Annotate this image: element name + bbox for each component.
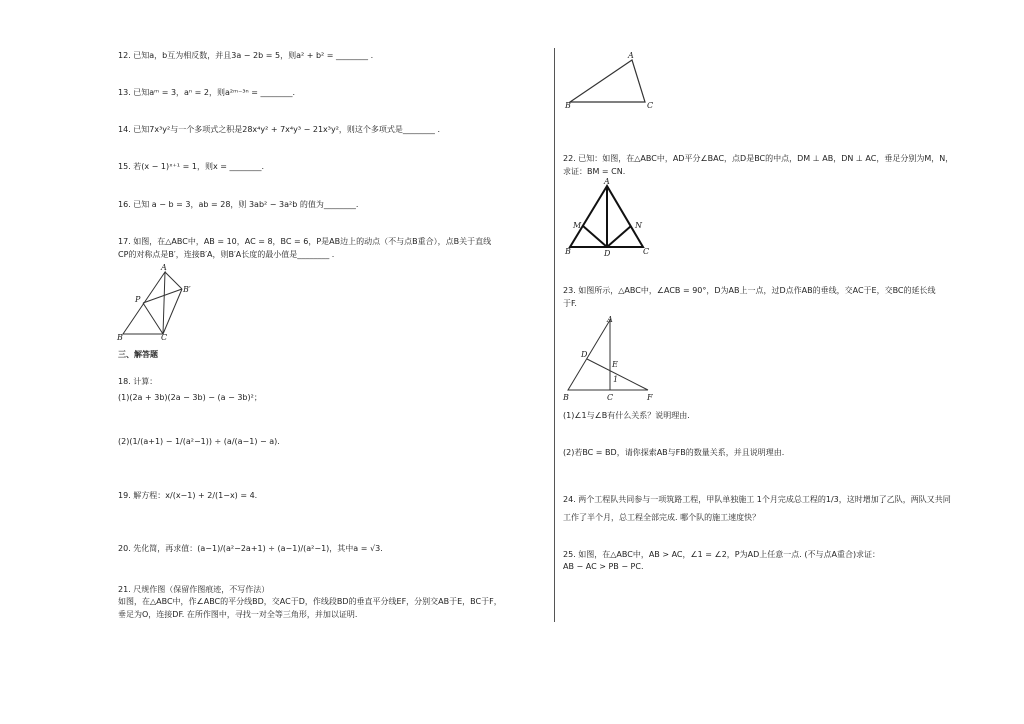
question-13: 13. 已知aᵐ = 3，aⁿ = 2，则a²ᵐ⁻³ⁿ = ________. xyxy=(118,88,296,97)
question-15: 15. 若(x − 1)ˣ⁺¹ = 1，则x = ________. xyxy=(118,162,265,171)
fig17-label-P: P xyxy=(135,295,141,304)
question-14: 14. 已知7x³y²与一个多项式之积是28x⁴y² + 7x⁴y³ − 21x³y²，则这个多项式是________ . xyxy=(118,125,440,134)
question-21-line1: 如图，在△ABC中，作∠ABC的平分线BD，交AC于D，作线段BD的垂直平分线EF，分别交AB于E，BC于F， xyxy=(118,597,502,606)
figure-23 xyxy=(563,312,663,402)
question-24-line1: 24. 两个工程队共同参与一项筑路工程，甲队单独施工 1个月完成总工程的1/3，这时增加了乙队，两队又共同 xyxy=(563,495,951,504)
question-23-part2: (2)若BC = BD，请你探索AB与FB的数量关系，并且说明理由. xyxy=(563,448,785,457)
question-21-title: 21. 尺规作图（保留作图痕迹，不写作法） xyxy=(118,585,270,594)
question-21-line2: 垂足为O，连接DF. 在所作图中，寻找一对全等三角形，并加以证明. xyxy=(118,610,358,619)
fig17-label-Bprime: B′ xyxy=(183,285,191,294)
fig21-label-A: A xyxy=(628,51,634,60)
question-17-line2: CP的对称点是B′，连接B′A，则B′A长度的最小值是________ . xyxy=(118,250,335,259)
section-3-heading: 三、解答题 xyxy=(118,350,158,359)
fig22-label-M: M xyxy=(573,221,582,230)
question-22-line1: 22. 已知：如图，在△ABC中，AD平分∠BAC，点D是BC的中点，DM ⊥ AB，DN ⊥ AC，垂足分别为M，N， xyxy=(563,154,954,163)
fig23-label-F: F xyxy=(647,393,653,402)
fig21-label-B: B xyxy=(565,101,571,110)
figure-21 xyxy=(565,53,665,113)
fig22-label-C: C xyxy=(643,247,650,256)
fig17-label-C: C xyxy=(161,333,168,342)
question-18-part1: (1)(2a + 3b)(2a − 3b) − (a − 3b)²； xyxy=(118,393,262,402)
question-12: 12. 已知a，b互为相反数，并且3a − 2b = 5，则a² + b² = ________ . xyxy=(118,51,374,60)
fig23-label-B: B xyxy=(563,393,569,402)
fig17-label-A: A xyxy=(161,263,167,272)
fig23-label-D: D xyxy=(581,350,588,359)
fig22-label-A: A xyxy=(604,177,610,186)
question-20: 20. 先化简，再求值：(a−1)/(a²−2a+1) ÷ (a−1)/(a²−1)，其中a = √3. xyxy=(118,544,383,553)
column-divider xyxy=(554,48,555,622)
question-18-part2: (2)(1/(a+1) − 1/(a²−1)) ÷ (a/(a−1) − a). xyxy=(118,437,280,446)
question-22-line2: 求证：BM = CN. xyxy=(563,167,626,176)
fig22-label-B: B xyxy=(565,247,571,256)
question-25-line1: 25. 如图，在△ABC中，AB > AC，∠1 = ∠2，P为AD上任意一点. (不与点A重合)求证： xyxy=(563,550,881,559)
fig22-label-N: N xyxy=(635,221,642,230)
fig21-label-C: C xyxy=(647,101,654,110)
question-23-part1: (1)∠1与∠B有什么关系？说明理由. xyxy=(563,411,690,420)
question-19: 19. 解方程：x/(x−1) + 2/(1−x) = 4. xyxy=(118,491,258,500)
figure-17 xyxy=(115,264,195,344)
question-25-line2: AB − AC > PB − PC. xyxy=(563,562,644,571)
fig23-label-A: A xyxy=(607,315,613,324)
question-24-line2: 工作了半个月，总工程全部完成. 哪个队的施工速度快？ xyxy=(563,513,761,522)
fig23-label-E: E xyxy=(612,360,618,369)
fig23-angle-1: 1 xyxy=(613,375,619,384)
fig22-label-D: D xyxy=(604,249,611,258)
fig17-label-B: B xyxy=(117,333,123,342)
question-23-line1: 23. 如图所示，△ABC中，∠ACB = 90°，D为AB上一点，过D点作AB的垂线，交AC于E，交BC的延长线 xyxy=(563,286,936,295)
question-17-line1: 17. 如图，在△ABC中，AB = 10，AC = 8，BC = 6，P是AB边上的动点（不与点B重合），点B关于直线 xyxy=(118,237,492,246)
figure-22 xyxy=(565,177,655,260)
question-16: 16. 已知 a − b = 3，ab = 28，则 3ab² − 3a²b 的值为________. xyxy=(118,200,359,209)
question-18: 18. 计算： xyxy=(118,377,158,386)
question-23-line2: 于F. xyxy=(563,299,577,308)
fig23-label-C: C xyxy=(607,393,614,402)
